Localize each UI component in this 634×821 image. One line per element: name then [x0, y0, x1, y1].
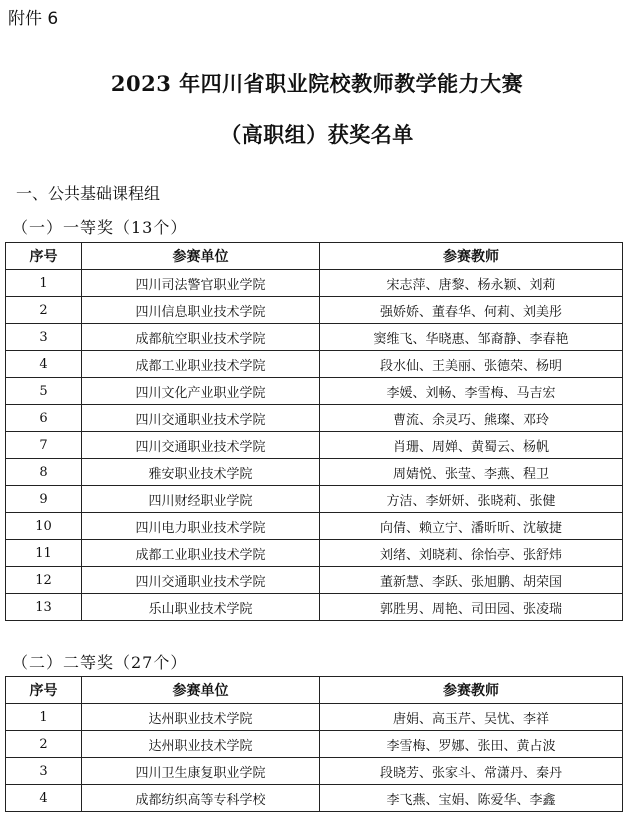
- document-title: 2023 年四川省职业院校教师教学能力大赛: [110, 71, 524, 96]
- cell-teachers: 肖珊、周婵、黄蜀云、杨帆: [320, 432, 623, 459]
- cell-teachers: 段水仙、王美丽、张德荣、杨明: [320, 351, 623, 378]
- cell-number: 1: [6, 704, 82, 731]
- cell-teachers: 强娇娇、董春华、何莉、刘美彤: [320, 297, 623, 324]
- table-row: [6, 270, 623, 297]
- second-prize-table: [5, 676, 623, 812]
- cell-teachers: 宋志萍、唐黎、杨永颖、刘莉: [320, 270, 623, 297]
- column-header-unit: 参赛单位: [82, 677, 320, 704]
- award-heading-second-prize: （二）二等奖（27个）: [12, 653, 188, 672]
- column-header-teachers: 参赛教师: [320, 677, 623, 704]
- table-row: [6, 704, 623, 731]
- cell-unit: 四川信息职业技术学院: [82, 297, 320, 324]
- cell-unit: 达州职业技术学院: [82, 704, 320, 731]
- cell-unit: 四川文化产业职业学院: [82, 378, 320, 405]
- annex-label: 附件 6: [8, 9, 59, 29]
- cell-number: 4: [6, 785, 82, 812]
- column-header-unit: 参赛单位: [82, 243, 320, 270]
- column-header-teachers: 参赛教师: [320, 243, 623, 270]
- cell-number: 3: [6, 758, 82, 785]
- table-row: [6, 297, 623, 324]
- cell-number: 1: [6, 270, 82, 297]
- award-heading-first-prize: （一）一等奖（13个）: [12, 218, 188, 237]
- cell-unit: 四川司法警官职业学院: [82, 270, 320, 297]
- cell-number: 7: [6, 432, 82, 459]
- cell-number: 13: [6, 594, 82, 621]
- table-row: [6, 731, 623, 758]
- table-row: [6, 785, 623, 812]
- section-heading: 一、公共基础课程组: [16, 184, 161, 203]
- document-subtitle: （高职组）获奖名单: [220, 122, 414, 147]
- table-row: [6, 432, 623, 459]
- first-prize-table: [5, 242, 623, 621]
- cell-unit: 达州职业技术学院: [82, 731, 320, 758]
- cell-number: 2: [6, 297, 82, 324]
- cell-unit: 四川电力职业技术学院: [82, 513, 320, 540]
- cell-unit: 雅安职业技术学院: [82, 459, 320, 486]
- cell-teachers: 曹流、余灵巧、熊璨、邓玲: [320, 405, 623, 432]
- table-header-row: [6, 243, 623, 270]
- table-row: [6, 324, 623, 351]
- cell-unit: 四川交通职业技术学院: [82, 567, 320, 594]
- cell-teachers: 窦维飞、华晓惠、邹裔静、李春艳: [320, 324, 623, 351]
- cell-number: 3: [6, 324, 82, 351]
- table-row: [6, 540, 623, 567]
- cell-teachers: 唐娟、高玉芹、吴忧、李祥: [320, 704, 623, 731]
- cell-teachers: 向倩、赖立宁、潘昕昕、沈敏捷: [320, 513, 623, 540]
- cell-unit: 四川卫生康复职业学院: [82, 758, 320, 785]
- cell-unit: 成都航空职业技术学院: [82, 324, 320, 351]
- cell-teachers: 郭胜男、周艳、司田园、张凌瑞: [320, 594, 623, 621]
- table-row: [6, 567, 623, 594]
- table-row: [6, 351, 623, 378]
- cell-teachers: 段晓芳、张家斗、常潇丹、秦丹: [320, 758, 623, 785]
- table-row: [6, 486, 623, 513]
- cell-teachers: 李飞燕、宝娟、陈爱华、李鑫: [320, 785, 623, 812]
- cell-number: 5: [6, 378, 82, 405]
- cell-number: 9: [6, 486, 82, 513]
- column-header-no: 序号: [6, 677, 82, 704]
- cell-number: 8: [6, 459, 82, 486]
- cell-unit: 四川交通职业技术学院: [82, 432, 320, 459]
- cell-teachers: 李媛、刘畅、李雪梅、马吉宏: [320, 378, 623, 405]
- cell-teachers: 周婧悦、张莹、李燕、程卫: [320, 459, 623, 486]
- cell-number: 11: [6, 540, 82, 567]
- cell-number: 2: [6, 731, 82, 758]
- cell-unit: 四川交通职业技术学院: [82, 405, 320, 432]
- table-header-row: [6, 677, 623, 704]
- table-row: [6, 405, 623, 432]
- table-row: [6, 378, 623, 405]
- cell-unit: 成都纺织高等专科学校: [82, 785, 320, 812]
- cell-number: 6: [6, 405, 82, 432]
- cell-unit: 四川财经职业学院: [82, 486, 320, 513]
- column-header-no: 序号: [6, 243, 82, 270]
- cell-teachers: 刘绪、刘晓莉、徐怡亭、张舒炜: [320, 540, 623, 567]
- cell-teachers: 董新慧、李跃、张旭鹏、胡荣国: [320, 567, 623, 594]
- cell-teachers: 李雪梅、罗娜、张田、黄占波: [320, 731, 623, 758]
- table-row: [6, 758, 623, 785]
- cell-unit: 成都工业职业技术学院: [82, 540, 320, 567]
- table-row: [6, 459, 623, 486]
- cell-unit: 成都工业职业技术学院: [82, 351, 320, 378]
- cell-teachers: 方洁、李妍妍、张晓莉、张健: [320, 486, 623, 513]
- cell-number: 4: [6, 351, 82, 378]
- cell-number: 12: [6, 567, 82, 594]
- cell-number: 10: [6, 513, 82, 540]
- cell-unit: 乐山职业技术学院: [82, 594, 320, 621]
- table-row: [6, 594, 623, 621]
- table-row: [6, 513, 623, 540]
